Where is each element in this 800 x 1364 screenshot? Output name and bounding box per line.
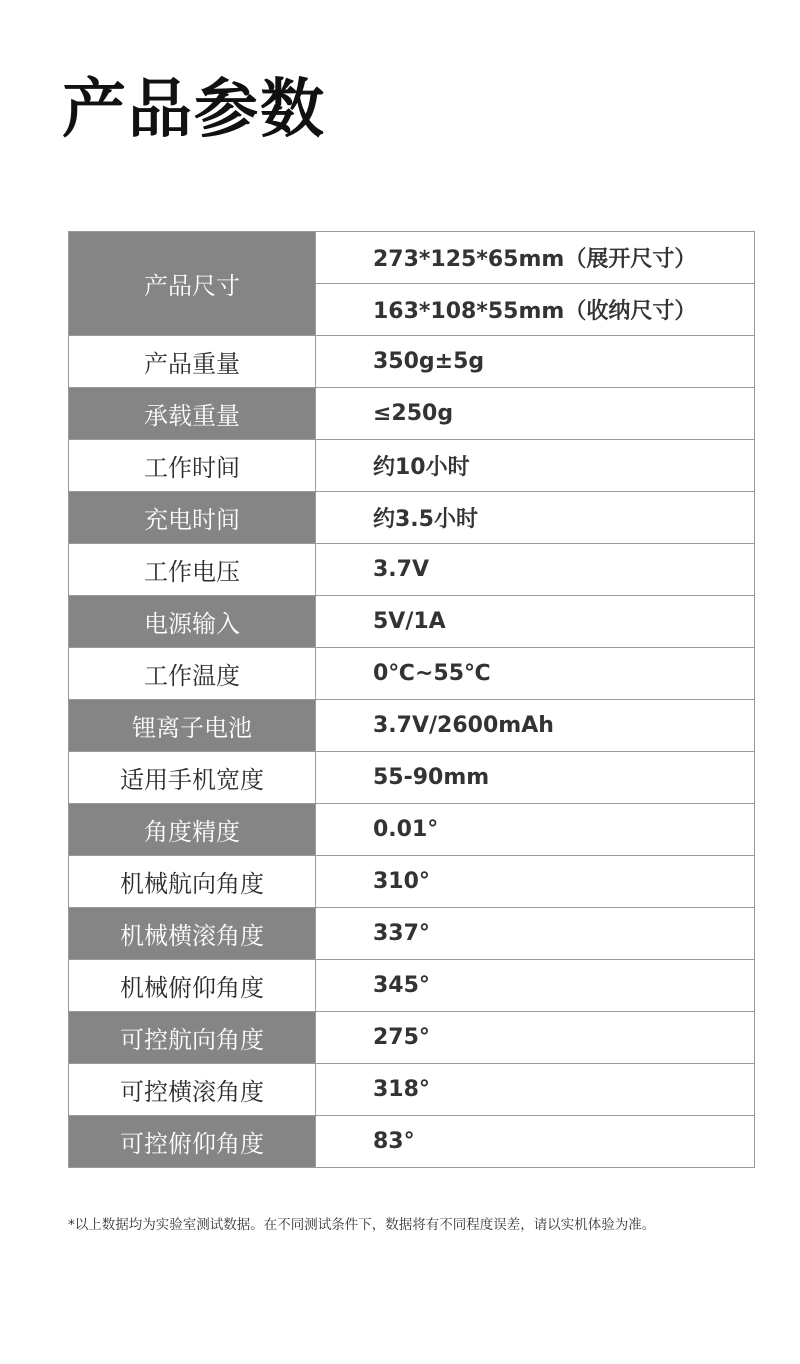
- row-label: 机械横滚角度: [69, 908, 316, 960]
- row-value: 345°: [316, 960, 755, 1012]
- row-value-folded-size: 163*108*55mm（收纳尺寸）: [316, 284, 755, 336]
- row-value: 3.7V: [316, 544, 755, 596]
- row-value: 275°: [316, 1012, 755, 1064]
- table-row-size-unfolded: [69, 232, 755, 284]
- table-row: [69, 388, 755, 440]
- table-row: [69, 1064, 755, 1116]
- table-row: [69, 544, 755, 596]
- row-label: 机械俯仰角度: [69, 960, 316, 1012]
- row-value: ≤250g: [316, 388, 755, 440]
- footnote: *以上数据均为实验室测试数据。在不同测试条件下，数据将有不同程度误差，请以实机体验为准。: [68, 1217, 656, 1233]
- table-row: [69, 492, 755, 544]
- table-row: [69, 960, 755, 1012]
- row-label: 锂离子电池: [69, 700, 316, 752]
- table-row: [69, 440, 755, 492]
- table-row: [69, 1012, 755, 1064]
- row-value: 310°: [316, 856, 755, 908]
- row-label: 工作电压: [69, 544, 316, 596]
- row-value: 约3.5小时: [316, 492, 755, 544]
- row-value: 337°: [316, 908, 755, 960]
- row-value: 350g±5g: [316, 336, 755, 388]
- row-label: 承载重量: [69, 388, 316, 440]
- row-value: 约10小时: [316, 440, 755, 492]
- row-label: 工作温度: [69, 648, 316, 700]
- table-row: [69, 336, 755, 388]
- row-label: 电源输入: [69, 596, 316, 648]
- row-label: 充电时间: [69, 492, 316, 544]
- table-row: [69, 752, 755, 804]
- table-row: [69, 856, 755, 908]
- row-label: 适用手机宽度: [69, 752, 316, 804]
- table-row: [69, 648, 755, 700]
- table-row: [69, 700, 755, 752]
- row-value-unfolded-size: 273*125*65mm（展开尺寸）: [316, 232, 755, 284]
- row-value: 3.7V/2600mAh: [316, 700, 755, 752]
- row-label: 机械航向角度: [69, 856, 316, 908]
- row-label: 可控俯仰角度: [69, 1116, 316, 1168]
- spec-table: [68, 231, 755, 1168]
- row-value: 83°: [316, 1116, 755, 1168]
- table-row: [69, 908, 755, 960]
- row-label: 工作时间: [69, 440, 316, 492]
- row-label: 产品重量: [69, 336, 316, 388]
- row-label: 可控航向角度: [69, 1012, 316, 1064]
- row-value: 318°: [316, 1064, 755, 1116]
- row-value: 5V/1A: [316, 596, 755, 648]
- row-label: 角度精度: [69, 804, 316, 856]
- table-row: [69, 804, 755, 856]
- table-row: [69, 1116, 755, 1168]
- row-value: 0.01°: [316, 804, 755, 856]
- row-label: 可控横滚角度: [69, 1064, 316, 1116]
- row-value: 55-90mm: [316, 752, 755, 804]
- row-value: 0℃~55℃: [316, 648, 755, 700]
- row-label-product-size: 产品尺寸: [69, 232, 316, 336]
- page-title: 产品参数: [62, 73, 326, 147]
- table-row: [69, 596, 755, 648]
